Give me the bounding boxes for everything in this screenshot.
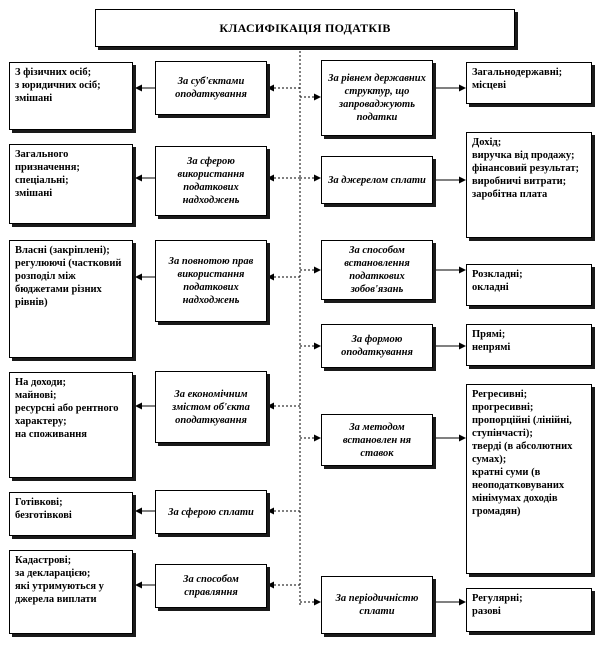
right-criterion-5 <box>321 414 433 466</box>
left-criterion-1 <box>155 61 267 115</box>
right-criterion-2 <box>321 156 433 204</box>
right-criterion-4-text: За формою оподаткування <box>341 334 413 358</box>
left-criterion-4 <box>155 371 267 443</box>
left-criterion-3 <box>155 240 267 322</box>
right-types-2-text: Дохід; виручка від продажу; фінансовий результат; виробничі витрати; заробітна плата <box>472 137 580 200</box>
left-types-2-text: Загального призначення; спеціальні; змішані <box>15 149 80 199</box>
right-types-4 <box>466 324 592 366</box>
left-criterion-5 <box>155 490 267 534</box>
left-types-4-text: На доходи; майнові; ресурсні або рентного характеру; на споживання <box>15 377 119 440</box>
left-criterion-6-text: За способом справляння <box>183 574 239 598</box>
left-criterion-5-text: За сферою сплати <box>168 506 254 518</box>
right-types-6-text: Регулярні; разові <box>472 593 523 617</box>
right-types-4-text: Прямі; непрямі <box>472 329 511 353</box>
left-types-2 <box>9 144 133 224</box>
right-types-5 <box>466 384 592 574</box>
right-types-1 <box>466 62 592 104</box>
right-criterion-1 <box>321 60 433 136</box>
right-criterion-5-text: За методом встановлен ня ставок <box>342 421 412 459</box>
left-criterion-4-text: За економічним змістом об'єкта оподаткування <box>172 388 250 426</box>
left-types-6-text: Кадастрові; за декларацією; які утримуються у джерела виплати <box>15 555 104 605</box>
left-types-6 <box>9 550 133 634</box>
left-criterion-2-text: За сферою використання податкових надходжень <box>177 156 245 206</box>
right-types-3-text: Розкладні; окладні <box>472 269 523 293</box>
left-types-1 <box>9 62 133 130</box>
left-types-3-text: Власні (закріплені); регулюючі (частковий розподіл між бюджетами різних рівнів) <box>15 245 122 308</box>
right-types-1-text: Загальнодержавні; місцеві <box>472 67 563 91</box>
left-criterion-3-text: За повнотою прав використання податкових надходжень <box>168 256 254 306</box>
left-types-1-text: З фізичних осіб; з юридичних осіб; змішані <box>15 67 101 104</box>
right-criterion-3-text: За способом встановлення податкових зобов'язань <box>344 245 410 295</box>
right-criterion-3 <box>321 240 433 300</box>
left-criterion-2 <box>155 146 267 216</box>
left-criterion-1-text: За суб'єктами оподаткування <box>175 76 247 100</box>
right-criterion-6 <box>321 576 433 634</box>
right-types-6 <box>466 588 592 632</box>
left-types-5 <box>9 492 133 536</box>
right-types-3 <box>466 264 592 306</box>
right-types-5-text: Регресивні; прогресивні; пропорційні (лінійні, ступінчасті); тверді (в абсолютних сумах); кратні суми (в неоподатковуваних мінімумах доходів громадян) <box>472 389 573 517</box>
right-criterion-2-text: За джерелом сплати <box>328 174 426 186</box>
left-types-3 <box>9 240 133 358</box>
right-criterion-4 <box>321 324 433 368</box>
left-types-5-text: Готівкові; безготівкові <box>15 497 72 521</box>
diagram-title-text: КЛАСИФІКАЦІЯ ПОДАТКІВ <box>219 20 391 35</box>
right-types-2 <box>466 132 592 238</box>
right-criterion-6-text: За періодичністю сплати <box>335 593 419 617</box>
left-criterion-6 <box>155 564 267 608</box>
diagram-title <box>95 9 515 47</box>
left-types-4 <box>9 372 133 478</box>
right-criterion-1-text: За рівнем державних структур, що запроваджують податки <box>328 73 426 123</box>
